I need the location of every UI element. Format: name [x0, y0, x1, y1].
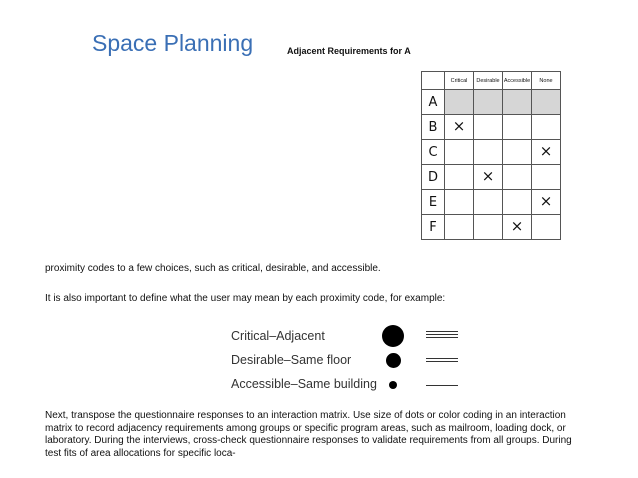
table-caption: Adjacent Requirements for A: [287, 46, 411, 56]
triple-line-icon: [426, 331, 458, 340]
medium-dot-icon: [386, 353, 401, 368]
table-cell: [474, 140, 503, 165]
table-cell: [474, 165, 503, 190]
table-cell: [474, 115, 503, 140]
single-line-icon: [426, 385, 458, 388]
column-header-desirable: Desirable: [474, 72, 503, 90]
legend-label: Desirable–Same floor: [231, 353, 352, 367]
legend-label: Accessible–Same building: [231, 377, 377, 391]
table-cell: [503, 190, 532, 215]
table-row: [422, 190, 561, 215]
table-cell: [503, 115, 532, 140]
table-cell: [445, 115, 474, 140]
row-label: F: [422, 215, 445, 240]
row-label: B: [422, 115, 445, 140]
column-header-none: None: [532, 72, 561, 90]
table-cell: [503, 215, 532, 240]
table-cell: [445, 165, 474, 190]
paragraph-line: laboratory. During the interviews, cross-check questionnaire responses to validate requirements from all groups. During: [45, 435, 572, 446]
paragraph-line: matrix to record adjacency requirements among groups or specific program areas, such as mailroom, loading dock, or: [45, 422, 566, 434]
table-cell: [445, 215, 474, 240]
table-cell: [445, 140, 474, 165]
table-row: [422, 90, 561, 115]
row-label: D: [422, 165, 445, 190]
row-label: E: [422, 190, 445, 215]
table-row: [422, 140, 561, 165]
row-label: C: [422, 140, 445, 165]
table-cell: [445, 90, 474, 115]
body-paragraph: proximity codes to a few choices, such as critical, desirable, and accessible.: [45, 263, 381, 274]
body-paragraph: It is also important to define what the user may mean by each proximity code, for example:: [45, 293, 446, 304]
page-title: Space Planning: [92, 30, 254, 56]
table-row: [422, 215, 561, 240]
table-cell: [474, 190, 503, 215]
x-mark: ×: [452, 117, 466, 135]
table-cell: [474, 215, 503, 240]
x-mark: ×: [539, 142, 553, 160]
table-cell: [532, 140, 561, 165]
column-header-accessible: Accessible: [503, 72, 532, 90]
legend-label: Critical–Adjacent: [231, 329, 325, 343]
x-mark: ×: [539, 192, 553, 210]
table-cell: [532, 90, 561, 115]
table-cell: [474, 90, 503, 115]
table-cell: [532, 190, 561, 215]
large-dot-icon: [382, 325, 404, 347]
small-dot-icon: [389, 381, 397, 389]
x-mark: ×: [510, 217, 524, 235]
table-cell: [503, 140, 532, 165]
corner-cell: [422, 72, 445, 90]
header-row: [422, 72, 561, 90]
x-mark: ×: [481, 167, 495, 185]
table-row: [422, 115, 561, 140]
table-row: [422, 165, 561, 190]
double-line-icon: [426, 358, 458, 364]
column-header-critical: Critical: [445, 72, 474, 90]
table-cell: [445, 190, 474, 215]
table-cell: [532, 215, 561, 240]
paragraph-line: test fits of area allocations for specific loca-: [45, 447, 236, 459]
table-cell: [532, 165, 561, 190]
adjacency-matrix: [421, 71, 561, 240]
row-label: A: [422, 90, 445, 115]
table-cell: [532, 115, 561, 140]
paragraph-line: Next, transpose the questionnaire responses to an interaction matrix. Use size of dots or color coding in an interaction: [45, 410, 566, 421]
table-cell: [503, 90, 532, 115]
body-paragraph: [45, 410, 572, 460]
table-cell: [503, 165, 532, 190]
